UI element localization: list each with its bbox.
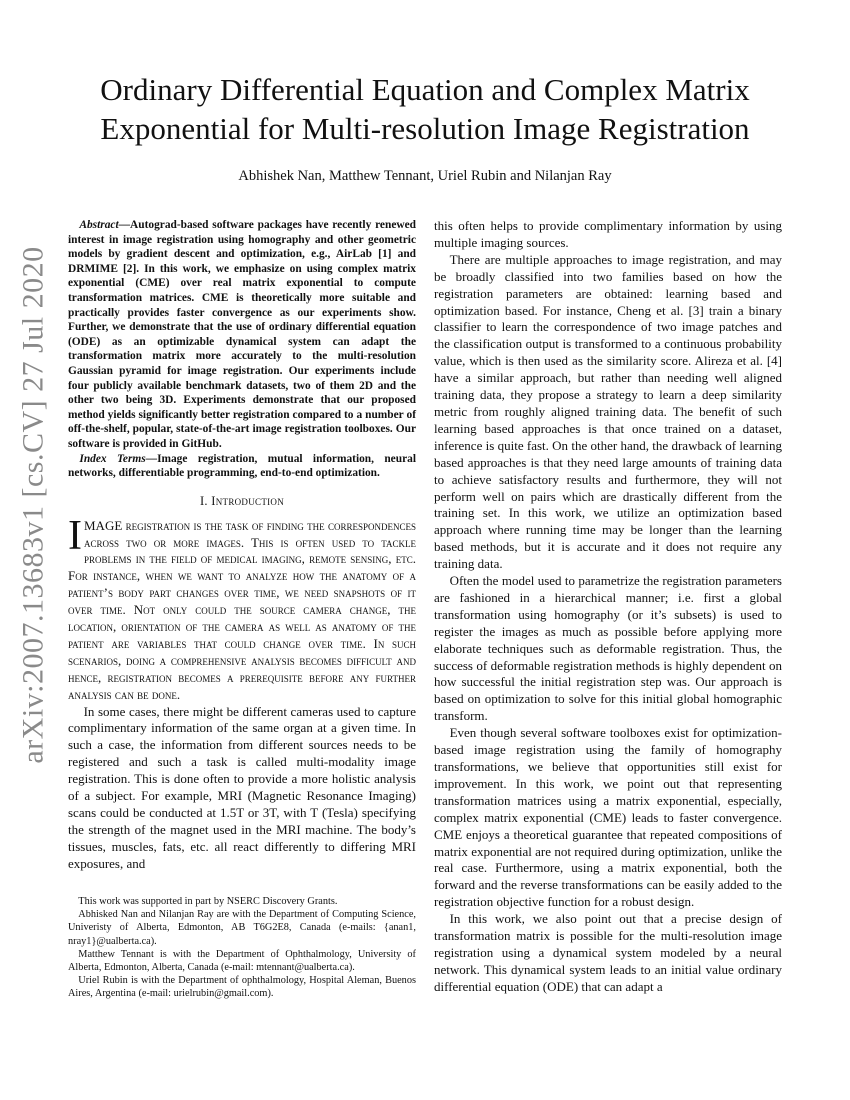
left-column [68, 218, 416, 878]
right-paragraph-3: Often the model used to parametrize the registration parameters are fashioned in a hierarchical manner; i.e. first a global transformation using homography (or it’s subsets) is used to register the images as much as possible before applying more elaborate techniques such as deformable registration. Thus, the success of deformable registration methods is highly dependent on how successful the initial registration step was. Our approach is based on optimization to solve for this initial global homographic transform. [434, 573, 782, 724]
title-line-2: Exponential for Multi-resolution Image Registration [100, 111, 750, 146]
author-list: Abhishek Nan, Matthew Tennant, Uriel Rubin and Nilanjan Ray [238, 168, 612, 184]
drop-cap: I [68, 512, 82, 559]
intro-paragraph-2: In some cases, there might be different cameras used to capture complimentary information of the same organ at a given time. In such a case, the information from different sources needs to be registered and such a task is called multi-modality image registration. This is done often to provide a more holistic analysis of a subject. For example, MRI (Magnetic Resonance Imaging) scans could be conducted at 1.5T or 3T, with T (Tesla) specifying the strength of the magnet used in the MRI machine. The body’s tissues, muscles, fats, etc. all react differently to differing MRI exposures, and [68, 703, 416, 871]
section-heading: I. Introduction [199, 493, 285, 508]
right-column [434, 218, 782, 1088]
footnotes [68, 895, 416, 1001]
right-paragraph-4: Even though several software toolboxes exist for optimization-based image registration using the family of homography transformations, we believe that opportunities still exist for improvement. In this work, we point out that representing transformation matrices using a matrix exponential, especially, complex matrix exponential (CME) leads to faster convergence. CME enjoys a theoretical guarantee that repeated compositions of matrix exponential are not required during optimization, unlike the real case. Furthermore, using a matrix exponential, both the forward and the reverse transformations can be easily added to the registration objective function for a robust design. [434, 725, 782, 910]
index-terms [68, 452, 416, 481]
abstract [68, 218, 416, 452]
arxiv-sidebar [4, 246, 64, 764]
footnote-affiliation-1: Abhisked Nan and Nilanjan Ray are with the Department of Computing Science, Univeristy of Alberta, Edmonton, AB T6G2E8, Canada (e-mails: {anan1, nray1}@ualberta.ca). [68, 909, 416, 947]
index-terms-text: —Image registration, mutual information, neural networks, differentiable programming, end-to-end optimization. [68, 452, 416, 480]
title-line-1: Ordinary Differential Equation and Complex Matrix [100, 72, 750, 107]
abstract-text: —Autograd-based software packages have recently renewed interest in image registration using homography and other geometric models by gradient descent and optimization, e.g., AirLab [1] and DRMIME [2]. In this work, we emphasize on using complex matrix exponential (CME) over real matrix exponential to compute transformation matrices. CME is theoretically more suitable and practically provides faster convergence as our experiments show. Further, we demonstrate that the use of ordinary differential equation (ODE) as an optimizable dynamical system can adapt the transformation matrix more accurately to the multi-resolution Gaussian pyramid for image registration. Our experiments include four publicly available benchmark datasets, two of them 2D and the other two being 3D. Experiments demonstrate that our proposed method yields significantly better registration compared to a number of off-the-shelf, popular, state-of-the-art image registration toolboxes. Our software is provided in GitHub. [68, 219, 416, 450]
right-paragraph-1: this often helps to provide complimentary information by using multiple imaging sources. [434, 218, 782, 250]
arxiv-identifier: arXiv:2007.13683v1 [cs.CV] 27 Jul 2020 [17, 246, 51, 764]
paper-title [60, 70, 790, 148]
intro-paragraph-1-text: MAGE registration is the task of finding the correspondences across two or more images. This is often used to tackle problems in the field of medical imaging, remote sensing, etc. For instance, when we want to analyze how the anatomy of a patient’s body part changes over time, we need snapshots of it over time. Not only could the source camera change, the location, orientation of the camera as well as anatomy of the patient are variables that could change over time. In such scenarios, doing a comprehensive analysis becomes difficult and hence, registration becomes a prerequisite before any further analysis can be done. [68, 517, 416, 702]
right-paragraph-5: In this work, we also point out that a precise design of transformation matrix is possible for the multi-resolution image registration using a dynamical system modeled by a neural network. This dynamical system leads to an initial value ordinary differential equation (ODE) that can adapt a [434, 911, 782, 994]
abstract-label: Abstract [79, 219, 119, 231]
intro-paragraph-1 [68, 512, 416, 704]
footnote-affiliation-3: Uriel Rubin is with the Department of ophthalmology, Hospital Aleman, Buenos Aires, Argentina (e-mail: urielrubin@gmail.com). [68, 975, 416, 1000]
footnote-affiliation-2: Matthew Tennant is with the Department of Ophthalmology, University of Alberta, Edmonton, Alberta, Canada (e-mail: mtennant@ualberta.ca). [68, 948, 416, 974]
index-terms-label: Index Terms [79, 452, 146, 465]
right-paragraph-2: There are multiple approaches to image registration, and may be broadly classified into two families based on how the registration parameters are obtained: learning based and optimization based. For instance, Cheng et al. [3] train a binary classifier to learn the correspondence of two image patches and the classification output is transformed to a continuous probability value, which is then used as the similarity score. Alireza et al. [4] have a similar approach, but rather than needing well aligned training data, they propose a strategy to learn a deep similarity metric from roughly aligned training data. The benefit of such learning based approaches is that once trained on a dataset, inference is quite fast. On the other hand, the drawback of learning based approaches is that they need large amounts of training data to achieve satisfactory results and furthermore, they will not perform well on pairs which are drastically different from the training set. In this work, we utilize an optimization based approach where running time may be longer than the learning based methods, but it is accurate and it does not require any training data. [434, 251, 782, 572]
footnote-funding: This work was supported in part by NSERC Discovery Grants. [78, 896, 338, 907]
